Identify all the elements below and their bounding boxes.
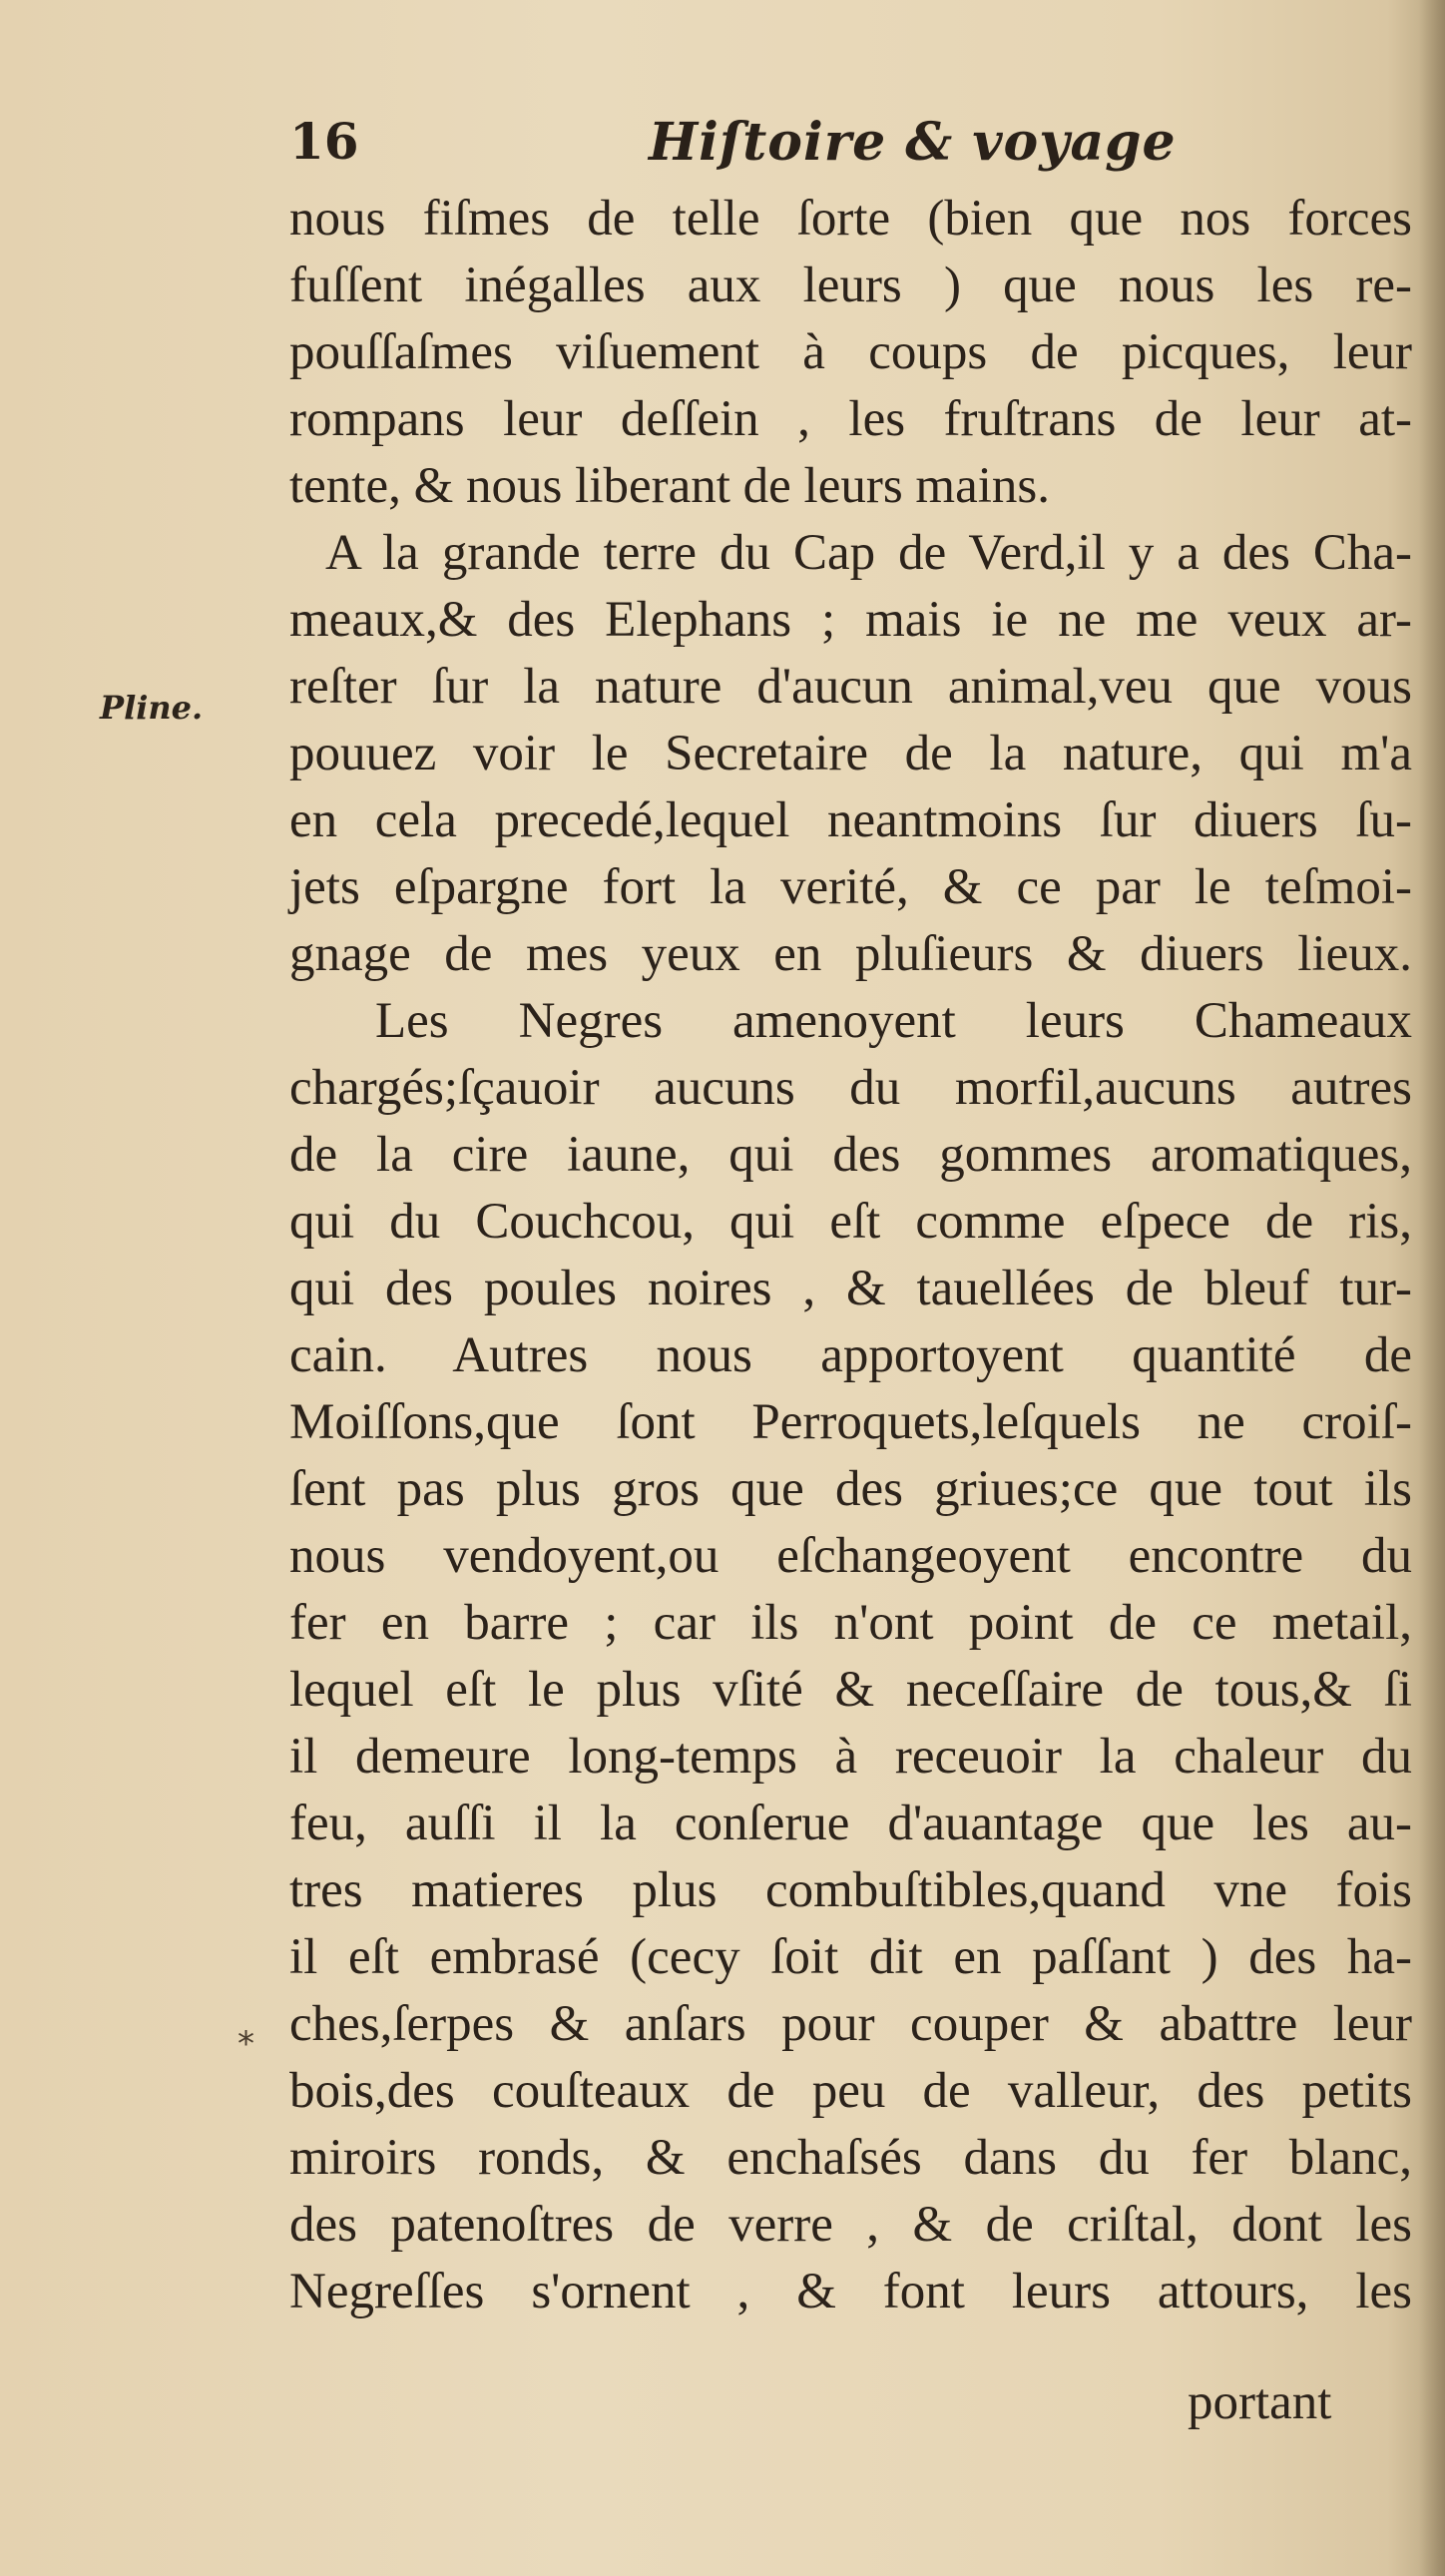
body-text xyxy=(289,186,1412,2325)
text-line: rompans leur deſſein , les fruſtrans de leur at- xyxy=(289,391,1412,447)
text-line: qui du Couchcou, qui eſt comme eſpece de ris, xyxy=(289,1194,1412,1250)
text-line: bois,des couſteaux de peu de valleur, des petits xyxy=(289,2063,1412,2119)
text-line: pouuez voir le Secretaire de la nature, qui m'a xyxy=(289,726,1412,781)
text-line: reſter ſur la nature d'aucun animal,veu que vous xyxy=(289,659,1412,715)
text-line: Les Negres amenoyent leurs Chameaux xyxy=(375,993,1412,1049)
margin-note: Pline. xyxy=(100,689,204,727)
asterisk-ornament: * xyxy=(238,2024,254,2064)
text-line: il eſt embrasé (cecy ſoit dit en paſſant ) des ha- xyxy=(289,1929,1412,1985)
text-line: tres matieres plus combuſtibles,quand vne fois xyxy=(289,1862,1412,1918)
text-line: fer en barre ; car ils n'ont point de ce metail, xyxy=(289,1595,1412,1651)
text-line: Moiſſons,que ſont Perroquets,leſquels ne croiſ- xyxy=(289,1394,1412,1450)
text-line: des patenoſtres de verre , & de criſtal, dont les xyxy=(289,2197,1412,2253)
text-line: jets eſpargne fort la verité, & ce par le teſmoi- xyxy=(289,859,1412,915)
text-line: feu, auſſi il la conſerue d'auantage que les au- xyxy=(289,1796,1412,1851)
text-line: Negreſſes s'ornent , & font leurs attours, les xyxy=(289,2264,1412,2319)
running-head xyxy=(289,112,1207,182)
text-line: lequel eſt le plus vſité & neceſſaire de tous,& ſi xyxy=(289,1662,1412,1718)
text-line: qui des poules noires , & tauellées de bleuf tur- xyxy=(289,1261,1412,1316)
text-line: nous fiſmes de telle ſorte (bien que nos forces xyxy=(289,191,1412,247)
text-line: miroirs ronds, & enchaſsés dans du fer blanc, xyxy=(289,2130,1412,2186)
text-line: il demeure long-temps à receuoir la chaleur du xyxy=(289,1729,1412,1785)
running-title: Hiſtoire & voyage xyxy=(649,112,1177,173)
text-line: nous vendoyent,ou eſchangeoyent encontre du xyxy=(289,1528,1412,1584)
page-edge-shadow xyxy=(1419,0,1445,2576)
text-line: fuſſent inégalles aux leurs ) que nous les re- xyxy=(289,258,1412,313)
text-line: en cela precedé,lequel neantmoins ſur diuers ſu- xyxy=(289,792,1412,848)
text-line: meaux,& des Elephans ; mais ie ne me veux ar- xyxy=(289,592,1412,648)
text-line: chargés;ſçauoir aucuns du morfil,aucuns autres xyxy=(289,1060,1412,1116)
text-line: de la cire iaune, qui des gommes aromatiques, xyxy=(289,1127,1412,1183)
text-line: A la grande terre du Cap de Verd,il y a des Cha- xyxy=(325,525,1412,581)
text-line: ſent pas plus gros que des griues;ce que tout ils xyxy=(289,1461,1412,1517)
page-number: 16 xyxy=(289,112,359,171)
text-line: pouſſaſmes viſuement à coups de picques, leur xyxy=(289,324,1412,380)
text-line: ches,ſerpes & anſars pour couper & abattre leur xyxy=(289,1996,1412,2052)
text-line: gnage de mes yeux en pluſieurs & diuers lieux. xyxy=(289,926,1412,982)
catchword: portant xyxy=(1188,2374,1332,2430)
text-line: tente, & nous liberant de leurs mains. xyxy=(289,458,1050,514)
text-line: cain. Autres nous apportoyent quantité de xyxy=(289,1327,1412,1383)
